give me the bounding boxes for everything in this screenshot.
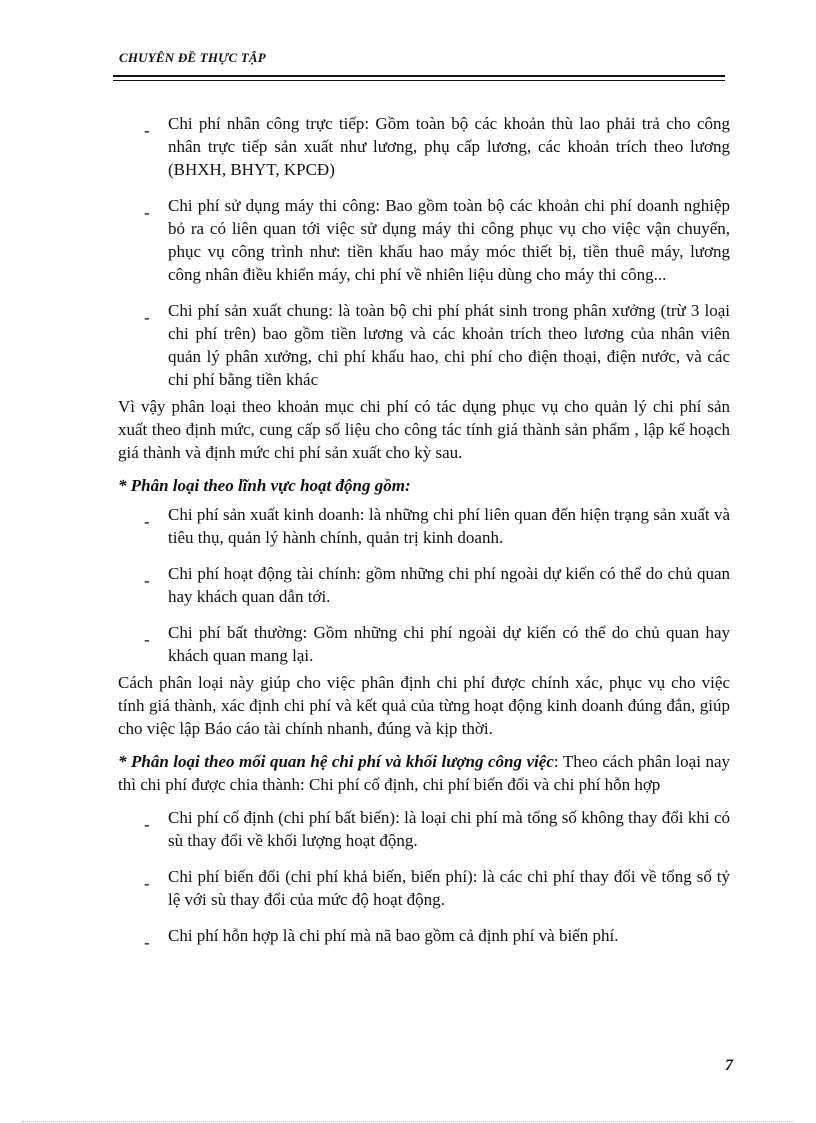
bullet-text: Chi phí sản xuất chung: là toàn bộ chi phí phát sinh trong phân xưởng (trừ 3 loại chi phí trên) bao gồm tiền lương và các khoản trích theo lương của nhân viên quản lý phân xưởng, chi phí khấu hao, chi phí cho điện thoại, điện nước, và các chi phí bằng tiền khác — [168, 301, 730, 389]
bullet-dash: - — [144, 933, 150, 952]
bullet-item — [118, 194, 730, 286]
bullet-text: Chi phí hoạt động tài chính: gồm những chi phí ngoài dự kiến có thể do chủ quan hay khách quan dẫn tới. — [168, 564, 730, 606]
bullet-text: Chi phí hỗn hợp là chi phí mà nã bao gồm cả định phí và biến phí. — [168, 926, 619, 945]
bullet-item — [118, 924, 730, 952]
document-body — [118, 112, 730, 960]
bullet-item — [118, 562, 730, 608]
bullet-dash: - — [144, 571, 150, 590]
bullet-text: Chi phí biến đổi (chi phí khả biến, biến phí): là các chi phí thay đổi về tổng số tỷ lệ với sù thay đổi của mức độ hoạt động. — [168, 867, 730, 909]
page-number: 7 — [725, 1057, 733, 1074]
bullet-text: Chi phí bất thường: Gồm những chi phí ngoài dự kiến có thể do chủ quan hay khách quan mang lại. — [168, 623, 730, 665]
paragraph: Cách phân loại này giúp cho việc phân định chi phí được chính xác, phục vụ cho việc tính giá thành, xác định chi phí và kết quả của từng hoạt động kinh doanh đúng đắn, giúp cho việc lập Báo cáo tài chính nhanh, đúng và kịp thời. — [118, 673, 730, 738]
bullet-dash: - — [144, 308, 150, 327]
bullet-dash: - — [144, 815, 150, 834]
bullet-dash: - — [144, 512, 150, 531]
section-heading: * Phân loại theo lĩnh vực hoạt động gồm: — [118, 476, 411, 495]
bullet-item — [118, 503, 730, 549]
section-heading: * Phân loại theo mối quan hệ chi phí và khối lượng công việc — [118, 752, 554, 771]
paragraph: Vì vậy phân loại theo khoản mục chi phí có tác dụng phục vụ cho quản lý chi phí sản xuất theo định mức, cung cấp số liệu cho công tác tính giá thành sản phẩm , lập kế hoạch giá thành và định mức chi phí sản xuất cho kỳ sau. — [118, 397, 730, 462]
header-divider — [113, 75, 725, 81]
bullet-text: Chi phí sử dụng máy thi công: Bao gồm toàn bộ các khoản chi phí doanh nghiệp bỏ ra có liên quan tới việc sử dụng máy thi công phục vụ cho việc vận chuyển, phục vụ công trình như: tiền khấu hao máy móc thiết bị, tiền thuê máy, lương công nhân điều khiển máy, chi phí về nhiên liệu dùng cho máy thi công... — [168, 196, 730, 284]
bullet-item — [118, 806, 730, 852]
bullet-dash: - — [144, 121, 150, 140]
bullet-dash: - — [144, 203, 150, 222]
bullet-text: Chi phí nhân công trực tiếp: Gồm toàn bộ các khoản thù lao phải trả cho công nhân trực tiếp sản xuất như lương, phụ cấp lương, các khoản trích theo lương (BHXH, BHYT, KPCĐ) — [168, 114, 730, 179]
bullet-item — [118, 865, 730, 911]
bullet-item — [118, 112, 730, 181]
paragraph-with-heading — [118, 750, 730, 796]
bullet-item — [118, 621, 730, 667]
bullet-item — [118, 299, 730, 391]
footer-divider — [22, 1121, 794, 1122]
bullet-text: Chi phí cố định (chi phí bất biến): là loại chi phí mà tổng số không thay đổi khi có sù thay đổi về khối lượng hoạt động. — [168, 808, 730, 850]
paragraph-text: : Theo cách phân loại nay thì chi phí được chia thành: Chi phí cố định, chi phí biến đổi và chi phí hỗn hợp — [118, 752, 730, 794]
bullet-dash: - — [144, 874, 150, 893]
bullet-text: Chi phí sản xuất kinh doanh: là những chi phí liên quan đến hiện trạng sản xuất và tiêu thụ, quản lý hành chính, quản trị kinh doanh. — [168, 505, 730, 547]
bullet-dash: - — [144, 630, 150, 649]
page-header-title: CHUYÊN ĐỀ THỰC TẬP — [119, 50, 266, 65]
